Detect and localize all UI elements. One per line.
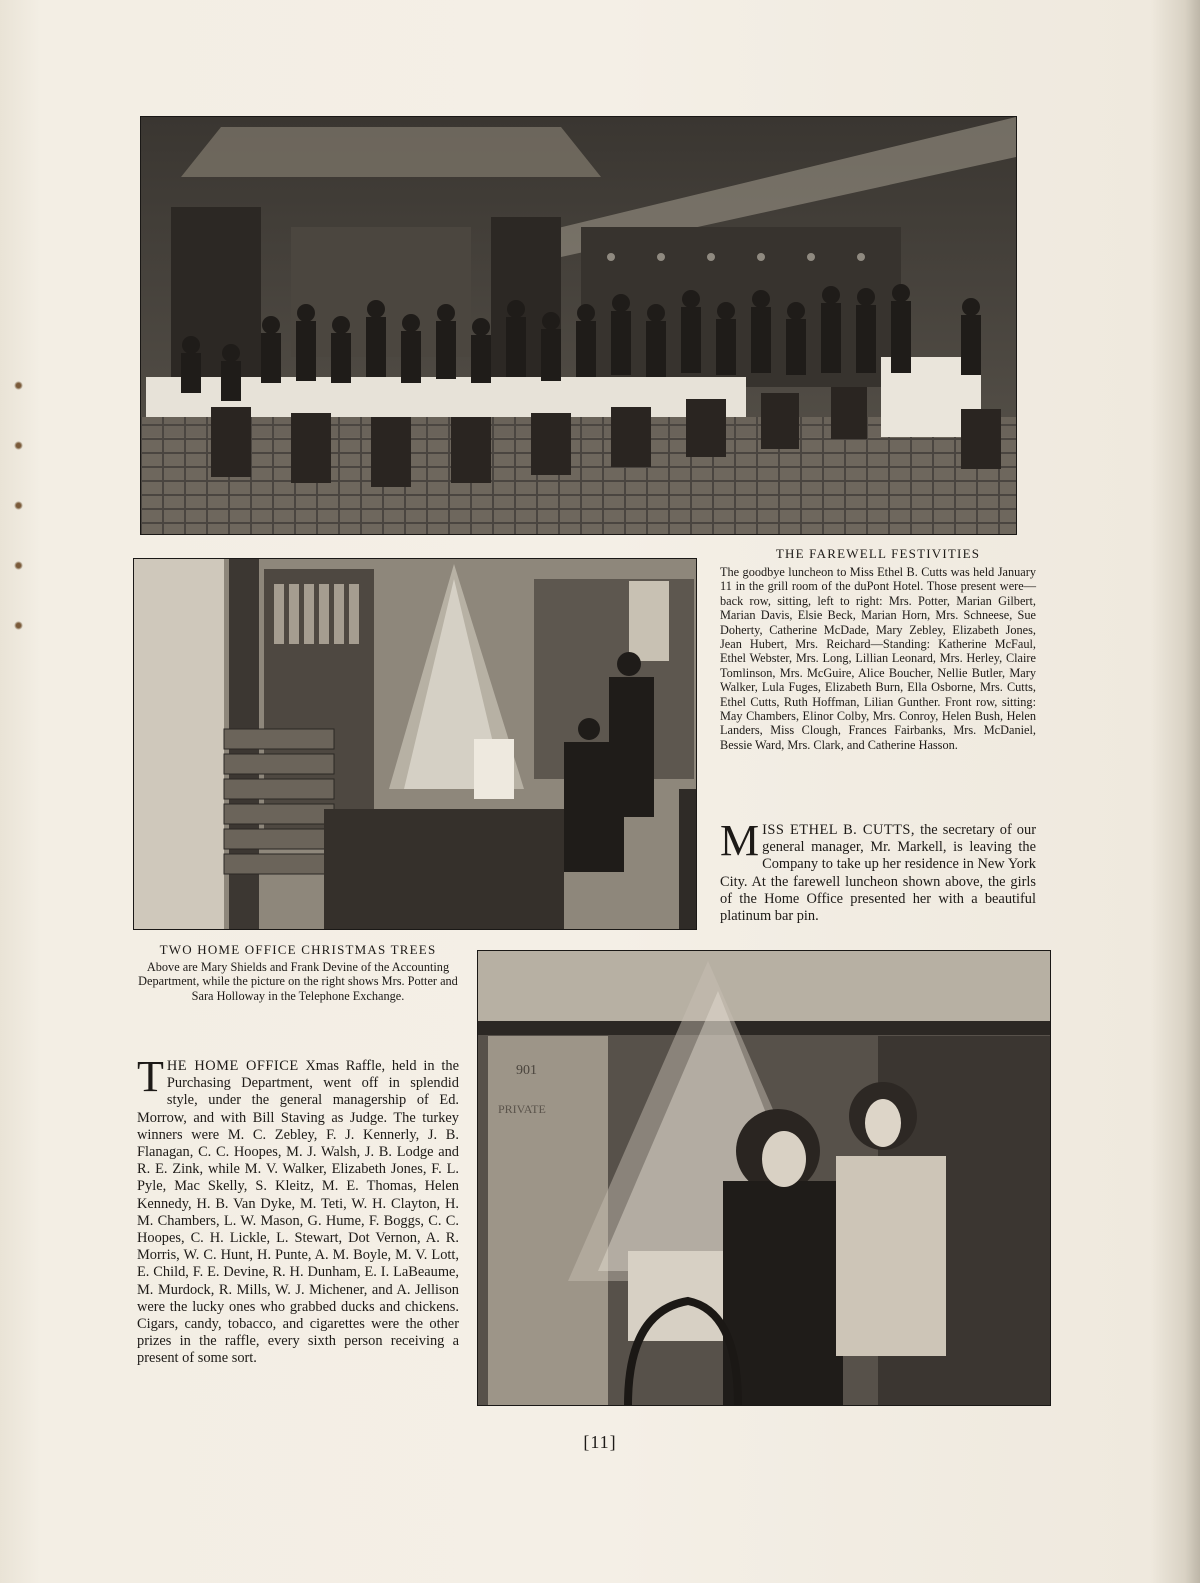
binding-hole: [14, 441, 23, 450]
page-number: [11]: [583, 1432, 617, 1452]
cutts-story: [720, 816, 1036, 925]
accounting-tree-photo: [134, 559, 696, 929]
cutts-body: the secretary of our general manager, Mr. Markell, is leaving the Company to take up her residence in New York City. At the farewell luncheon shown above, the girls of the Home Office presented her with a beautiful platinum bar pin.: [720, 822, 1036, 925]
raffle-body: Xmas Raffle, held in the Purchasing Department, went off in splendid style, under the general managership of Ed. Morrow, and with Bill Staving as Judge. The turkey winners were M. C. Zebley, F. J. Kennerly, J. B. Flanagan, C. C. Hoopes, M. J. Walsh, J. B. Lodge and R. E. Zink, while M. V. Walker, Elizabeth Jones, F. L. Pyle, Mac Skelly, S. Kleitz, M. E. Thomas, Helen Kennedy, H. B. Van Dyke, M. Teti, W. H. Clayton, H. M. Chambers, L. W. Mason, G. Hume, F. Boggs, C. C. Hoopes, C. H. Lickle, L. Stewart, Dot Vernon, A. R. Morris, W. C. Hunt, H. Punte, A. M. Boyle, M. V. Lott, E. Child, F. E. Devine, R. H. Dunham, E. I. LaBeaume, M. Murdock, R. Mills, W. J. Michener, and A. Jellison were the lucky ones who grabbed ducks and chickens. Cigars, candy, tobacco, and cigarettes were the other prizes in the raffle, every sixth person receiving a present of some sort.: [137, 1058, 459, 1367]
door-sign: PRIVATE: [498, 1102, 546, 1116]
binding-hole: [14, 381, 23, 390]
luncheon-photo: [141, 117, 1016, 534]
binding-hole: [14, 621, 23, 630]
farewell-caption-body: The goodbye luncheon to Miss Ethel B. Cutts was held January 11 in the grill room of the duPont Hotel. Those present were—back row, sitting, left to right: Mrs. Potter, Marian Gilbert, Marian Davis, Elsie Beck, Marian Horn, Mrs. Schneese, Sue Doherty, Catherine McDade, Mary Zebley, Elizabeth Jones, Jean Hubert, Mrs. Reichard—Standing: Katherine McFaul, Ethel Webster, Mrs. Long, Lillian Leonard, Mrs. Herley, Claire Tomlinson, Mrs. McGuire, Alice Boucher, Nellie Butler, Mary Walker, Lula Fuges, Elizabeth Burn, Ella Osborne, Mrs. Cutts, Ethel Cutts, Ruth Hoffman, Lilian Gunther. Front row, sitting: May Chambers, Elinor Colby, Mrs. Conroy, Helen Bush, Helen Landers, Miss Clough, Frances Fairbanks, Mrs. McDaniel, Bessie Ward, Mrs. Clark, and Catherine Hasson.: [720, 565, 1036, 752]
raffle-lead: HE HOME OFFICE: [166, 1058, 299, 1074]
door-number: 901: [516, 1063, 537, 1078]
binding-hole: [14, 561, 23, 570]
cutts-lead: ISS ETHEL B. CUTTS,: [762, 822, 916, 838]
raffle-dropcap: T: [137, 1052, 164, 1101]
binding-hole: [14, 501, 23, 510]
raffle-story: [137, 1052, 459, 1368]
trees-caption-body: Above are Mary Shields and Frank Devine of the Accounting Department, while the picture on the right shows Mrs. Potter and Sara Holloway in the Telephone Exchange.: [138, 960, 458, 1003]
trees-caption-title: TWO HOME OFFICE CHRISTMAS TREES: [159, 942, 437, 957]
cutts-dropcap: M: [720, 816, 760, 865]
farewell-caption-title: THE FAREWELL FESTIVITIES: [775, 546, 981, 561]
telephone-tree-photo: [478, 951, 1050, 1405]
